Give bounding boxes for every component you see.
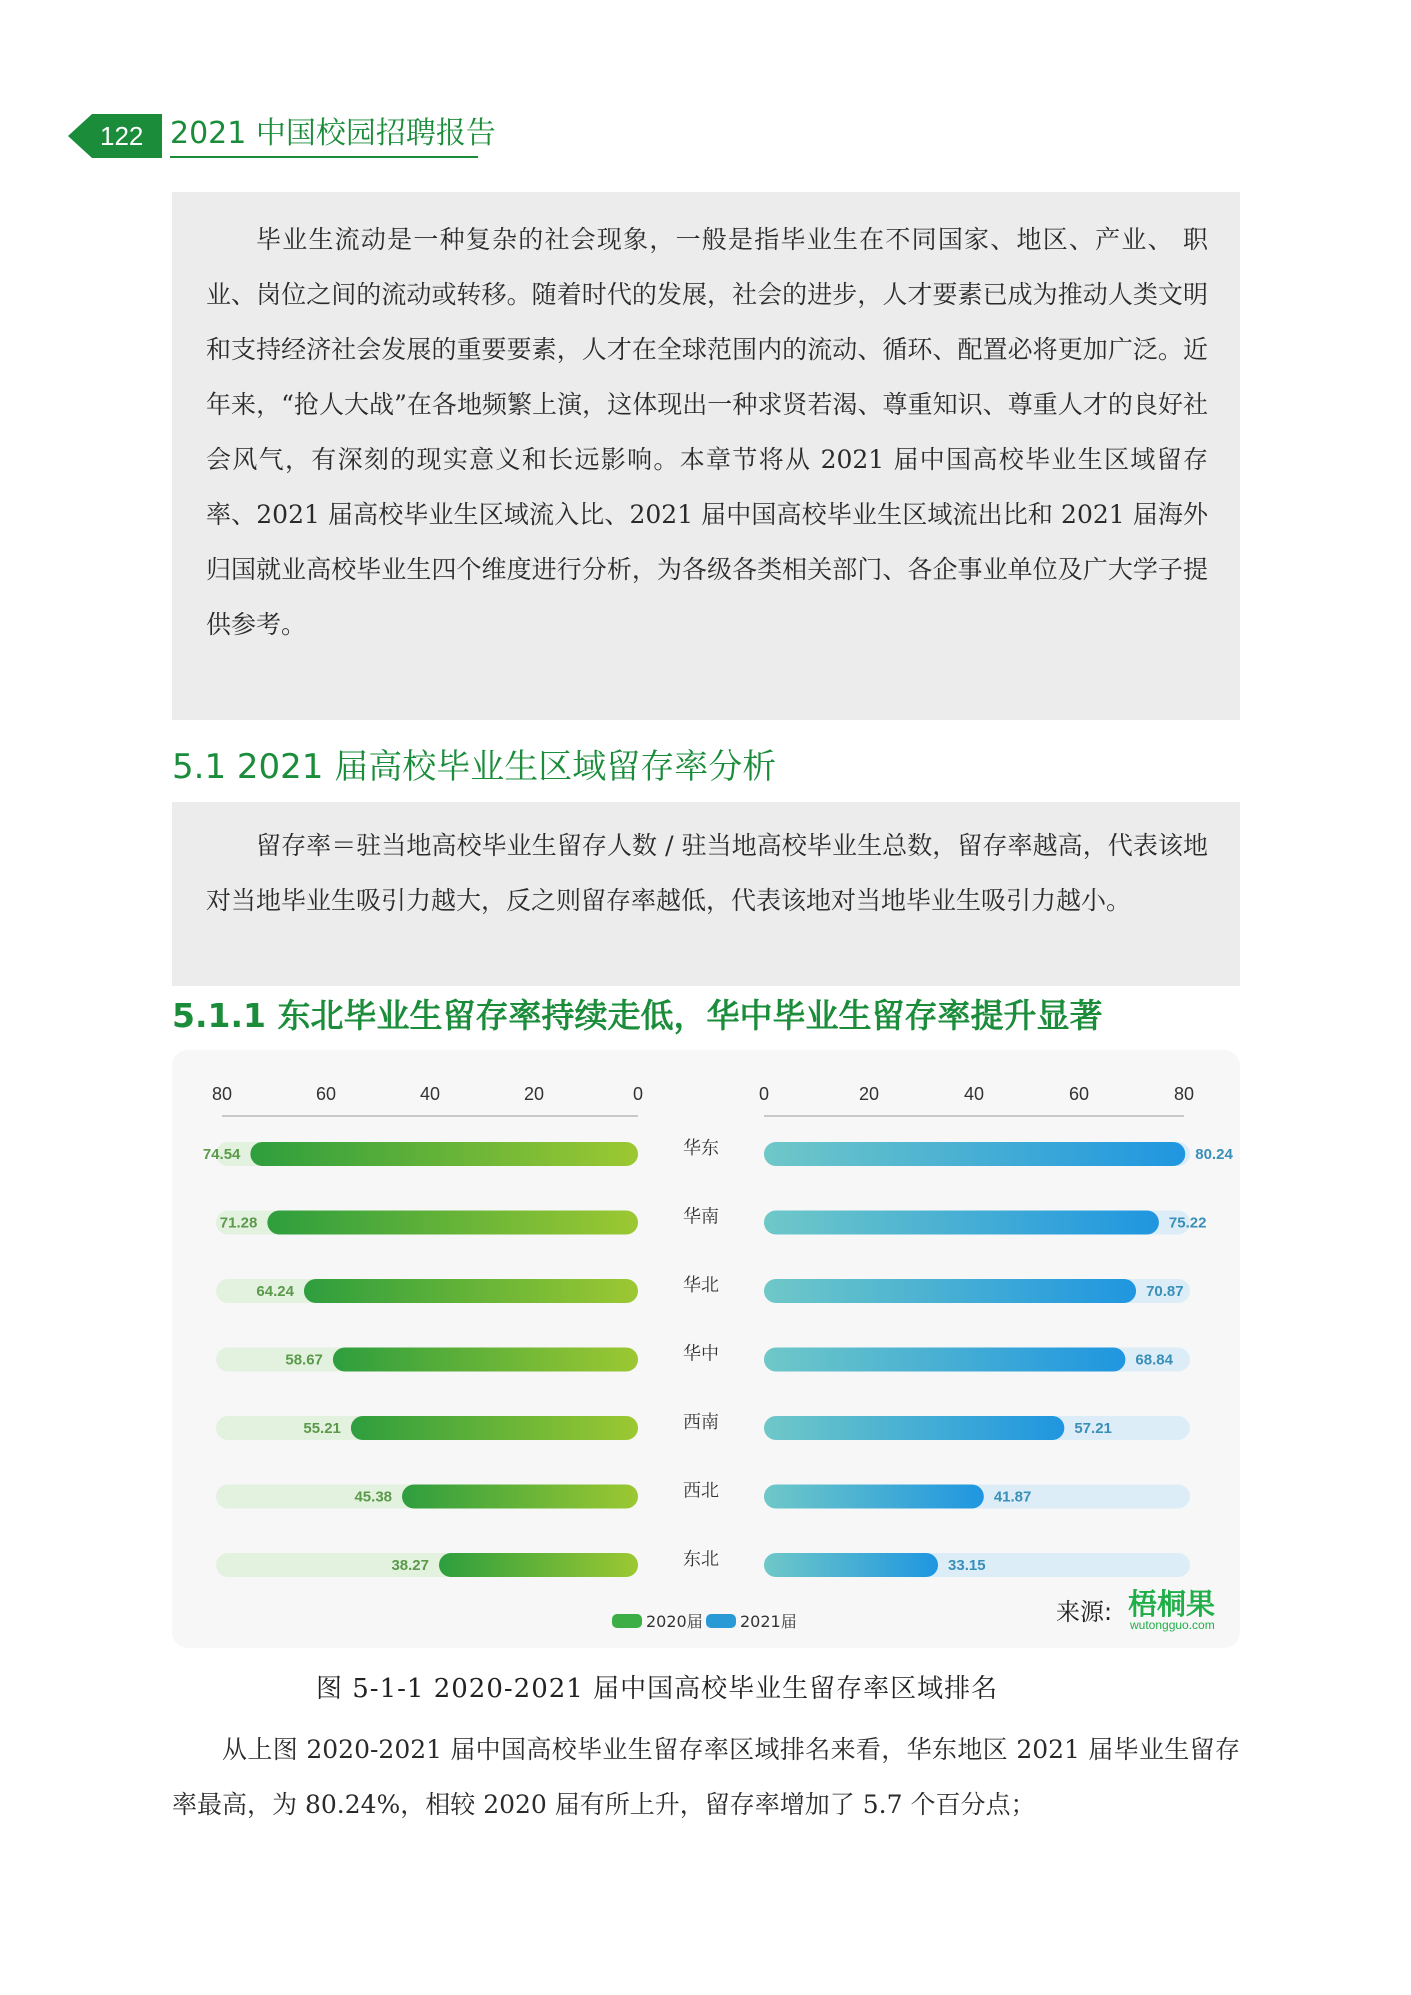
header-underline	[170, 156, 478, 158]
category-label: 华北	[683, 1275, 719, 1296]
value-label-2021: 57.21	[1074, 1420, 1112, 1437]
bar-2020	[351, 1416, 638, 1440]
bar-2021	[764, 1416, 1064, 1440]
value-label-2020: 45.38	[354, 1488, 393, 1506]
bar-2020	[439, 1553, 638, 1577]
legend-swatch-2021	[706, 1614, 736, 1628]
category-label: 华南	[683, 1206, 719, 1228]
category-label: 西北	[683, 1480, 719, 1502]
bar-2020	[333, 1348, 638, 1372]
brand-url: wutongguo.com	[1130, 1618, 1215, 1632]
axis-tick-right: 0	[758, 1084, 770, 1104]
legend-swatch-2020	[612, 1614, 642, 1628]
axis-tick-left: 40	[419, 1084, 441, 1104]
bar-2021	[764, 1553, 938, 1577]
category-label: 东北	[683, 1549, 719, 1570]
axis-tick-left: 60	[315, 1084, 337, 1104]
value-label-2020: 38.27	[391, 1557, 429, 1574]
legend-label-2020: 2020届	[646, 1612, 703, 1631]
value-label-2020: 71.28	[219, 1214, 258, 1232]
bar-2020	[402, 1485, 638, 1509]
axis-tick-right: 60	[1068, 1084, 1090, 1104]
bar-2021	[764, 1279, 1136, 1303]
legend-label-2021: 2021届	[740, 1612, 797, 1631]
body-text: 从上图 2020-2021 届中国高校毕业生留存率区域排名来看，华东地区 2021 届毕业生留存率最高，为 80.24%，相较 2020 届有所上升，留存率增加了 5.7 个百分点；	[172, 1735, 1240, 1819]
source-label: 来源:	[1056, 1598, 1113, 1626]
bar-2021	[764, 1211, 1159, 1235]
value-label-2021: 80.24	[1195, 1146, 1233, 1163]
axis-tick-left: 80	[211, 1084, 233, 1104]
category-label: 华中	[683, 1343, 719, 1365]
value-label-2021: 68.84	[1135, 1351, 1173, 1369]
axis-tick-left: 0	[632, 1084, 644, 1104]
page-number: 122	[100, 121, 144, 151]
intro-paragraph	[206, 212, 1208, 652]
value-label-2020: 64.24	[256, 1283, 294, 1300]
value-label-2021: 33.15	[948, 1557, 986, 1574]
brand-logo-text: 梧桐果	[1128, 1587, 1216, 1621]
subsection-heading: 5.1.1 东北毕业生留存率持续走低，华中毕业生留存率提升显著	[172, 996, 1103, 1035]
section-heading: 5.1 2021 届高校毕业生区域留存率分析	[172, 747, 777, 787]
value-label-2021: 41.87	[993, 1488, 1032, 1506]
intro-text: 毕业生流动是一种复杂的社会现象，一般是指毕业生在不同国家、地区、产业、 职业、岗位之间的流动或转移。随着时代的发展，社会的进步，人才要素已成为推动人类文明和支持经济社会发展的重要要素，人才在全球范围内的流动、循环、配置必将更加广泛。近年来，“抢人大战”在各地频繁上演，这体现出一种求贤若渴、尊重知识、尊重人才的良好社会风气，有深刻的现实意义和长远影响。本章节将从 2021 届中国高校毕业生区域留存率、2021 届高校毕业生区域流入比、2021 届中国高校毕业生区域流出比和 2021 届海外归国就业高校毕业生四个维度进行分析，为各级各类相关部门、各企事业单位及广大学子提供参考。	[206, 225, 1208, 639]
value-label-2020: 74.54	[202, 1146, 241, 1163]
retention-chart	[172, 1050, 1240, 1648]
definition-paragraph	[206, 818, 1208, 928]
bar-2021	[764, 1485, 984, 1509]
bar-2021	[764, 1348, 1125, 1372]
value-label-2021: 75.22	[1168, 1214, 1207, 1232]
axis-tick-right: 80	[1173, 1084, 1195, 1104]
bar-2020	[250, 1142, 638, 1166]
axis-tick-right: 40	[963, 1084, 985, 1104]
definition-text: 留存率＝驻当地高校毕业生留存人数 / 驻当地高校毕业生总数，留存率越高，代表该地对当地毕业生吸引力越大，反之则留存率越低，代表该地对当地毕业生吸引力越小。	[206, 831, 1208, 915]
category-label: 西南	[683, 1412, 719, 1433]
axis-tick-right: 20	[858, 1084, 880, 1104]
value-label-2021: 70.87	[1146, 1283, 1184, 1300]
report-title: 2021 中国校园招聘报告	[170, 116, 496, 151]
figure-caption: 图 5-1-1 2020-2021 届中国高校毕业生留存率区域排名	[316, 1674, 999, 1704]
bar-2020	[304, 1279, 638, 1303]
category-label: 华东	[683, 1138, 719, 1159]
bar-2020	[267, 1211, 638, 1235]
axis-tick-left: 20	[523, 1084, 545, 1104]
bar-2021	[764, 1142, 1185, 1166]
value-label-2020: 58.67	[285, 1351, 323, 1369]
value-label-2020: 55.21	[303, 1420, 341, 1437]
body-paragraph	[172, 1722, 1240, 1832]
